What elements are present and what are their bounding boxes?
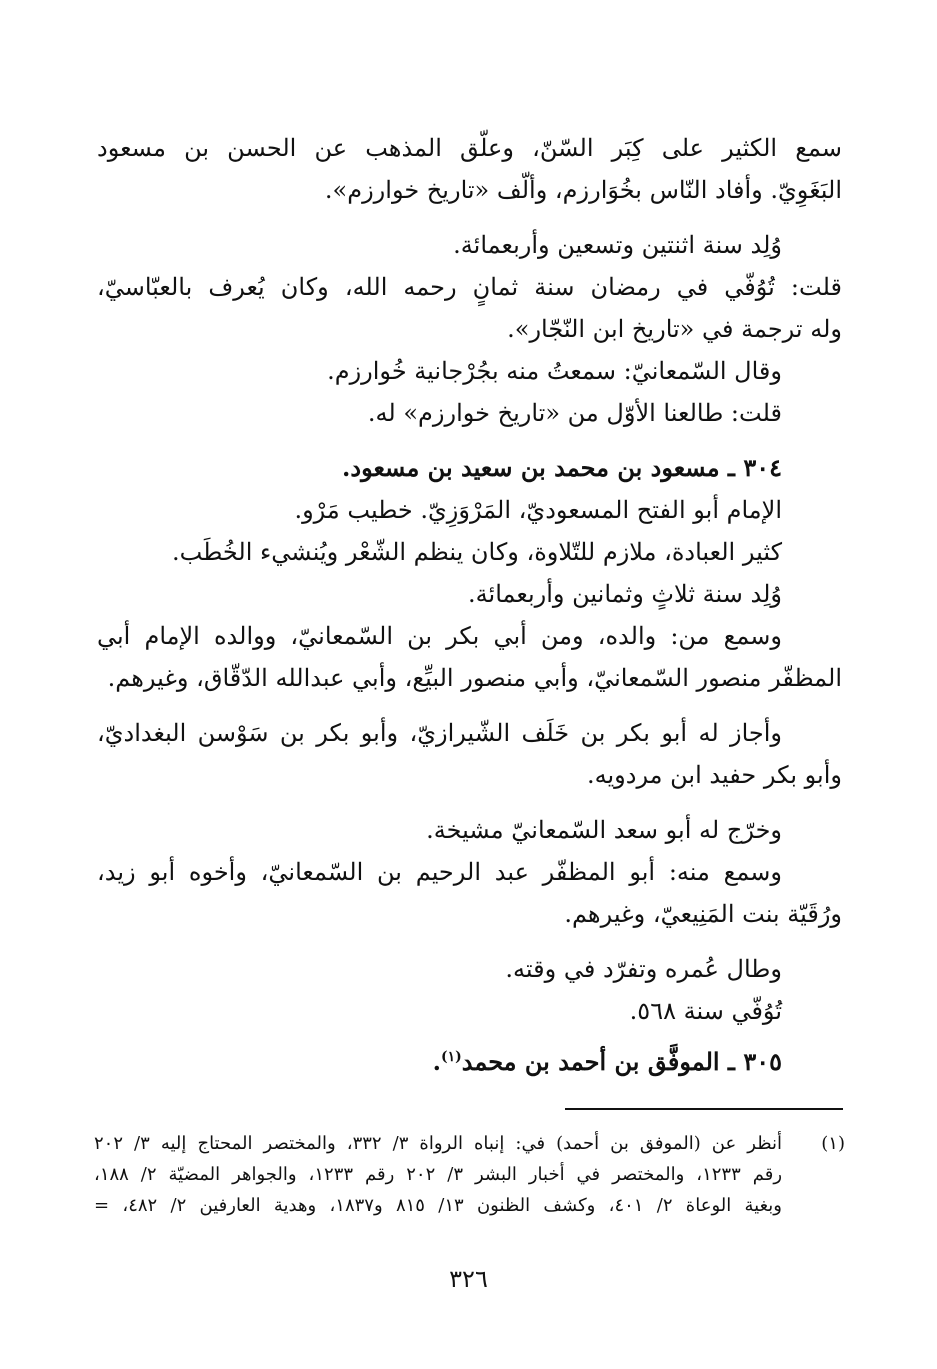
text-line: الإمام أبو الفتح المسعوديّ، المَرْوَزِيّ. خطيب مَرْو. (294, 496, 782, 524)
text-line: تُوُفّي سنة ٥٦٨. (629, 997, 782, 1025)
text-line: سمع الكثير على كِبَر السّنّ، وعلّق المذهب عن الحسن بن مسعود (97, 134, 842, 162)
footnote-line: رقم ١٢٣٣، والمختصر في أخبار البشر ٣/ ٢٠٢ رقم ١٢٣٣، والجواهر المضيّة ٢/ ١٨٨، (94, 1164, 783, 1185)
text-line: وُلِد سنة ثلاثٍ وثمانين وأربعمائة. (468, 580, 782, 608)
footnote-divider (565, 1108, 843, 1110)
text-line: وأبو بكر حفيد ابن مردويه. (586, 761, 842, 789)
entry-304-heading (97, 448, 782, 488)
text-line: وأجاز له أبو بكر بن خَلَف الشّيرازيّ، وأبو بكر بن سَوْسن البغداديّ، (97, 719, 782, 747)
text-line: وُلِد سنة اثنتين وتسعين وأربعمائة. (453, 231, 782, 259)
entry-title: ـ الموفَّق بن أحمد بن محمد (461, 1047, 735, 1076)
entry-title: ـ مسعود بن محمد بن سعيد بن مسعود. (342, 453, 735, 482)
text-line: وخرّج له أبو سعد السّمعانيّ مشيخة. (426, 816, 782, 844)
footnote-marker: (١) (821, 1133, 845, 1154)
text-line: وسمع من: والده، ومن أبي بكر بن السّمعانيّ، ووالده الإمام أبي (97, 622, 782, 650)
text-line: وله ترجمة في «تاريخ ابن النّجّار». (507, 315, 842, 343)
text-line: قلت: تُوُفّي في رمضان سنة ثمانٍ رحمه الله، وكان يُعرف بالعبّاسيّ، (97, 273, 842, 301)
text-line: وسمع منه: أبو المظفّر عبد الرحيم بن السّمعانيّ، وأخوه أبو زيد، (97, 858, 782, 886)
footnote-reference: (١) (440, 1049, 462, 1065)
entry-number: ٣٠٥ (743, 1047, 782, 1076)
text-line: قلت: طالعنا الأوّل من «تاريخ خوارزم» له. (367, 399, 782, 427)
entry-end: . (432, 1047, 441, 1076)
footnote-line: أنظر عن (الموفق بن أحمد) في: إنباه الرواة ٣/ ٣٣٢، والمختصر المحتاج إليه ٣/ ٢٠٢ (94, 1133, 782, 1154)
footnote-line: وبغية الوعاة ٢/ ٤٠١، وكشف الظنون ١٣/ ٨١٥ و١٨٣٧، وهدية العارفين ٢/ ٤٨٢، = (94, 1195, 782, 1216)
text-line: المظفّر منصور السّمعانيّ، وأبي منصور البيِّع، وأبي عبدالله الدّقّاق، وغيرهم. (107, 664, 842, 692)
text-line: البَغَوِيّ. وأفاد النّاس بخُوَارزم، وألّف «تاريخ خوارزم». (324, 176, 842, 204)
text-line: وطال عُمره وتفرّد في وقته. (505, 955, 782, 983)
entry-305-heading (97, 1042, 782, 1082)
text-line: ورُقَيّة بنت المَنِيعيّ، وغيرهم. (564, 900, 842, 928)
text-line: وقال السّمعانيّ: سمعتُ منه بجُرْجانية خُوارزم. (327, 357, 782, 385)
entry-number: ٣٠٤ (743, 453, 782, 482)
page-number: ٣٢٦ (449, 1265, 488, 1293)
text-line: كثير العبادة، ملازم للتّلاوة، وكان ينظم الشّعْر ويُنشيء الخُطَب. (172, 538, 782, 566)
